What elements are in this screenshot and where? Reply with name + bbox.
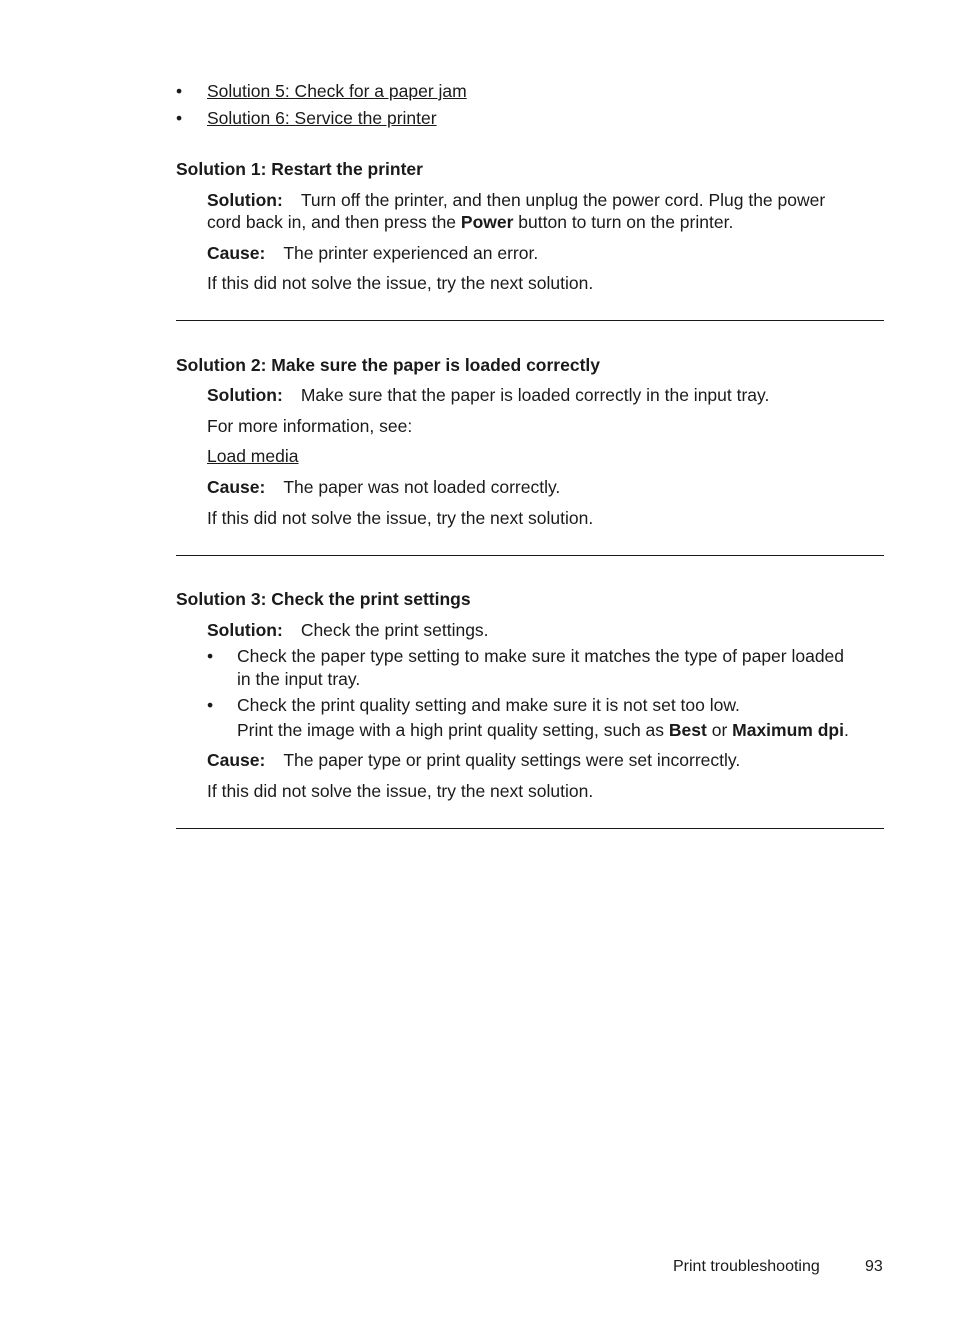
section3-heading: Solution 3: Check the print settings — [176, 589, 471, 609]
list-item — [176, 107, 182, 129]
bullet: • — [207, 695, 214, 715]
cause-label: Cause: — [207, 243, 266, 263]
list-item-text: in the input tray. — [237, 669, 361, 689]
link-solution-6[interactable]: Solution 6: Service the printer — [207, 108, 437, 128]
bullet: • — [207, 646, 214, 666]
bullet: • — [176, 108, 183, 128]
solution-text: cord back in, and then press the — [207, 212, 461, 232]
section3-next: If this did not solve the issue, try the next solution. — [207, 781, 594, 801]
cause-label: Cause: — [207, 477, 266, 497]
solution-text: Check the print settings. — [300, 620, 489, 640]
section1-next: If this did not solve the issue, try the next solution. — [207, 273, 594, 293]
section3-solution — [207, 619, 489, 641]
section2-solution — [207, 384, 769, 406]
solution-text: button to turn on the printer. — [513, 212, 734, 232]
cause-text: The printer experienced an error. — [283, 243, 539, 263]
section2-cause — [207, 476, 560, 498]
solution-text: Make sure that the paper is loaded correctly in the input tray. — [300, 385, 770, 405]
solution-label: Solution: — [207, 190, 283, 210]
text: . — [843, 720, 849, 740]
solution-label: Solution: — [207, 620, 283, 640]
best-term: Best — [668, 720, 707, 740]
divider — [176, 320, 884, 321]
section1-solution-line1 — [207, 189, 825, 211]
section2-next: If this did not solve the issue, try the next solution. — [207, 508, 594, 528]
section1-heading: Solution 1: Restart the printer — [176, 159, 423, 179]
text: Print the image with a high print quality setting, such as — [237, 720, 669, 740]
divider — [176, 555, 884, 556]
maximum-dpi-term: Maximum dpi — [732, 720, 844, 740]
cause-text: The paper was not loaded correctly. — [283, 477, 561, 497]
divider — [176, 828, 884, 829]
bullet: • — [176, 81, 183, 101]
text: or — [706, 720, 733, 740]
list-item — [176, 80, 182, 102]
list-item-text: Check the print quality setting and make sure it is not set too low. — [237, 695, 740, 715]
solution-label: Solution: — [207, 385, 283, 405]
link-load-media[interactable]: Load media — [207, 446, 299, 466]
link-solution-5[interactable]: Solution 5: Check for a paper jam — [207, 81, 467, 101]
section1-solution-line2 — [207, 211, 733, 233]
footer-section-title: Print troubleshooting — [673, 1258, 820, 1275]
list-item-text — [237, 719, 849, 741]
section1-cause — [207, 242, 538, 264]
section3-cause — [207, 749, 740, 771]
section2-heading: Solution 2: Make sure the paper is loaded correctly — [176, 355, 601, 375]
list-item-text: Check the paper type setting to make sure it matches the type of paper loaded — [237, 646, 845, 666]
power-term: Power — [460, 212, 514, 232]
cause-text: The paper type or print quality settings were set incorrectly. — [283, 750, 741, 770]
cause-label: Cause: — [207, 750, 266, 770]
page-number: 93 — [865, 1258, 883, 1275]
solution-text: Turn off the printer, and then unplug the power cord. Plug the power — [300, 190, 826, 210]
section2-more-info: For more information, see: — [207, 416, 413, 436]
